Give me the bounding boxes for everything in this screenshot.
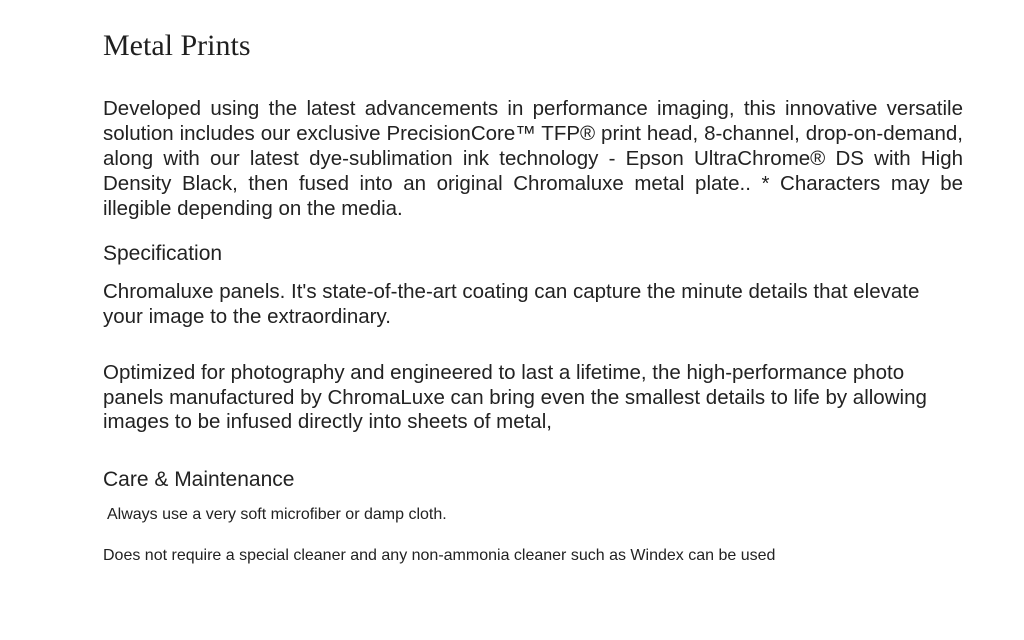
specification-paragraph-1: Chromaluxe panels. It's state-of-the-art coating can capture the minute details that elevate your image to the extraordinary. — [103, 280, 920, 328]
care-item-1: Always use a very soft microfiber or damp cloth. — [107, 506, 447, 523]
specification-heading: Specification — [103, 242, 223, 265]
care-heading: Care & Maintenance — [103, 468, 295, 491]
specification-paragraph-2: Optimized for photography and engineered to last a lifetime, the high-performance photo panels manufactured by ChromaLuxe can bring even the smallest details to life by allowing images to be infused directly into sheets of metal, — [103, 361, 927, 433]
intro-paragraph: Developed using the latest advancements in performance imaging, this innovative versatile solution includes our exclusive PrecisionCore™ TFP® print head, 8-channel, drop-on-demand, along with our latest dye-sublimation ink technology - Epson UltraChrome® DS with High Density Black, then fused into an original Chromaluxe metal plate.. * Characters may be illegible depending on the media. — [103, 97, 963, 220]
care-item-2: Does not require a special cleaner and any non-ammonia cleaner such as Windex can be used — [103, 547, 776, 564]
page-title: Metal Prints — [103, 29, 251, 62]
